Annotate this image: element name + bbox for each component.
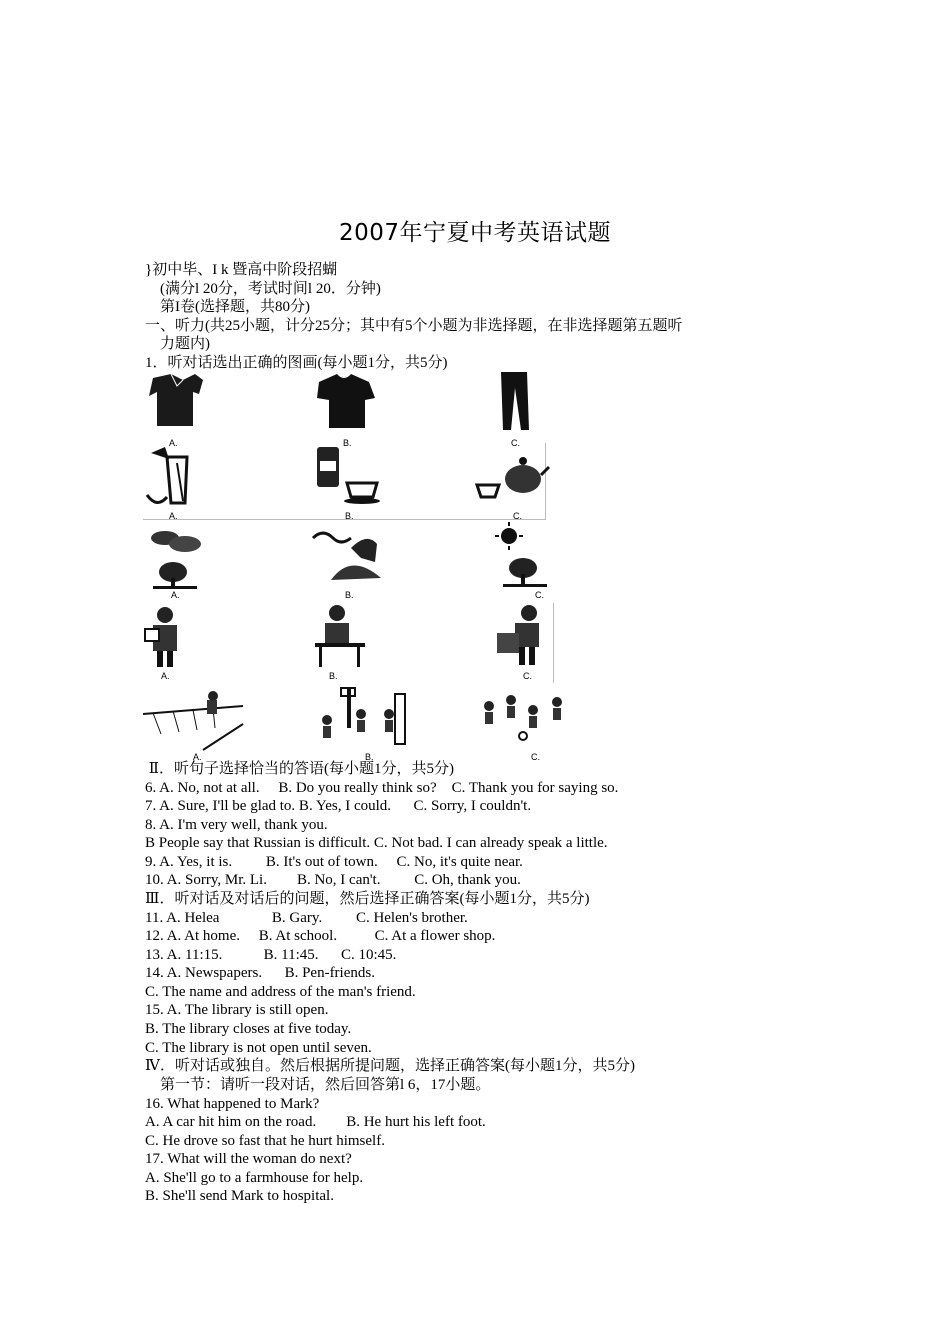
- tennis-icon: [143, 684, 247, 762]
- option-b: [311, 522, 391, 600]
- option-a: [143, 522, 223, 600]
- section-line: B. She'll send Mark to hospital.: [145, 1188, 334, 1204]
- option-b: [311, 603, 391, 681]
- section-line: B People say that Russian is difficult. C. Not bad. I can already speak a little.: [145, 835, 608, 851]
- section-line: 第一节：请听一段对话，然后回答第l 6，17小题。: [160, 1077, 491, 1093]
- t-shirt-icon: [311, 370, 391, 448]
- option-label: C.: [531, 752, 540, 762]
- figure-row-1: [143, 370, 583, 448]
- option-label: C.: [513, 511, 522, 521]
- section-line: C. The library is not open until seven.: [145, 1040, 372, 1056]
- option-label: B.: [329, 671, 338, 681]
- section-line: 14. A. Newspapers. B. Pen-friends.: [145, 965, 375, 981]
- option-b: [311, 370, 391, 448]
- football-icon: [475, 684, 579, 762]
- option-label: A.: [193, 752, 202, 762]
- section-line: 12. A. At home. B. At school. C. At a flower shop.: [145, 928, 496, 944]
- option-a: [143, 603, 223, 681]
- option-c: [473, 443, 553, 521]
- section-line: 9. A. Yes, it is. B. It's out of town. C. No, it's quite near.: [145, 854, 523, 870]
- cloudy-icon: [143, 522, 223, 600]
- option-label: A.: [169, 511, 178, 521]
- section-line: C. He drove so fast that he hurt himself.: [145, 1133, 385, 1149]
- section-line: Ⅱ．听句子选择恰当的答语(每小题1分，共5分): [145, 761, 454, 777]
- header-line: (满分l 20分，考试时间l 20．分钟): [160, 281, 381, 297]
- section-line: 10. A. Sorry, Mr. Li. B. No, I can't. C. Oh, thank you.: [145, 872, 521, 888]
- section-line: B. The library closes at five today.: [145, 1021, 352, 1037]
- basketball-icon: [311, 684, 411, 762]
- option-c: [475, 684, 579, 762]
- option-label: B.: [343, 438, 352, 448]
- option-a: [143, 370, 223, 448]
- header-line: 第I卷(选择题，共80分): [160, 299, 310, 315]
- option-label: C.: [523, 671, 532, 681]
- sunny-icon: [493, 522, 573, 600]
- section-line: Ⅳ．听对话或独自。然后根据所提问题，选择正确答案(每小题1分，共5分): [145, 1058, 635, 1074]
- section-line: A. She'll go to a farmhouse for help.: [145, 1170, 364, 1186]
- girl-drawing-icon: [493, 603, 573, 681]
- section-line: C. The name and address of the man's friend.: [145, 984, 416, 1000]
- option-c: [493, 522, 573, 600]
- header-line: 1．听对话选出正确的图画(每小题1分，共5分): [145, 355, 448, 371]
- option-a: [143, 443, 223, 521]
- juice-glass-icon: [143, 443, 223, 521]
- section-line: 15. A. The library is still open.: [145, 1002, 329, 1018]
- header-line: }初中毕、I k 暨高中阶段招蝴: [145, 262, 338, 278]
- figure-row-3: [143, 522, 583, 600]
- section-line: 6. A. No, not at all. B. Do you really think so? C. Thank you for saying so.: [145, 780, 619, 796]
- option-label: A.: [169, 438, 178, 448]
- option-label: B.: [345, 511, 354, 521]
- trousers-icon: [493, 370, 573, 448]
- option-label: C.: [535, 590, 544, 600]
- section-line: 17. What will the woman do next?: [145, 1151, 352, 1167]
- page-title: 2007年宁夏中考英语试题: [338, 220, 612, 246]
- option-b: [311, 684, 411, 762]
- section-line: 13. A. 11:15. B. 11:45. C. 10:45.: [145, 947, 397, 963]
- header-line: 力题内): [160, 336, 210, 352]
- section-line: A. A car hit him on the road. B. He hurt his left foot.: [145, 1114, 486, 1130]
- option-c: [493, 370, 573, 448]
- section-line: 7. A. Sure, I'll be glad to. B. Yes, I could. C. Sorry, I couldn't.: [145, 798, 532, 814]
- section-line: 11. A. Helea B. Gary. C. Helen's brother.: [145, 910, 468, 926]
- option-a: [143, 684, 247, 762]
- figure-row-5: [143, 684, 583, 762]
- shirt-icon: [143, 370, 223, 448]
- coffee-icon: [311, 443, 391, 521]
- option-label: C.: [511, 438, 520, 448]
- option-c: [493, 603, 573, 681]
- figure-row-4: [143, 603, 554, 683]
- section-line: 16. What happened to Mark?: [145, 1096, 320, 1112]
- option-label: A.: [171, 590, 180, 600]
- windy-icon: [311, 522, 391, 600]
- option-label: B.: [345, 590, 354, 600]
- header-line: 一、听力(共25小题，计分25分；其中有5个小题为非选择题，在非选择题第五题听: [145, 318, 683, 334]
- option-b: [311, 443, 391, 521]
- section-line: Ⅲ．听对话及对话后的问题，然后选择正确答案(每小题1分，共5分): [145, 891, 590, 907]
- teapot-icon: [473, 443, 553, 521]
- option-label: A.: [161, 671, 170, 681]
- figure-row-2: [143, 443, 546, 520]
- girl-reading-icon: [143, 603, 223, 681]
- section-line: 8. A. I'm very well, thank you.: [145, 817, 328, 833]
- girl-writing-icon: [311, 603, 391, 681]
- option-label: B.: [365, 752, 374, 762]
